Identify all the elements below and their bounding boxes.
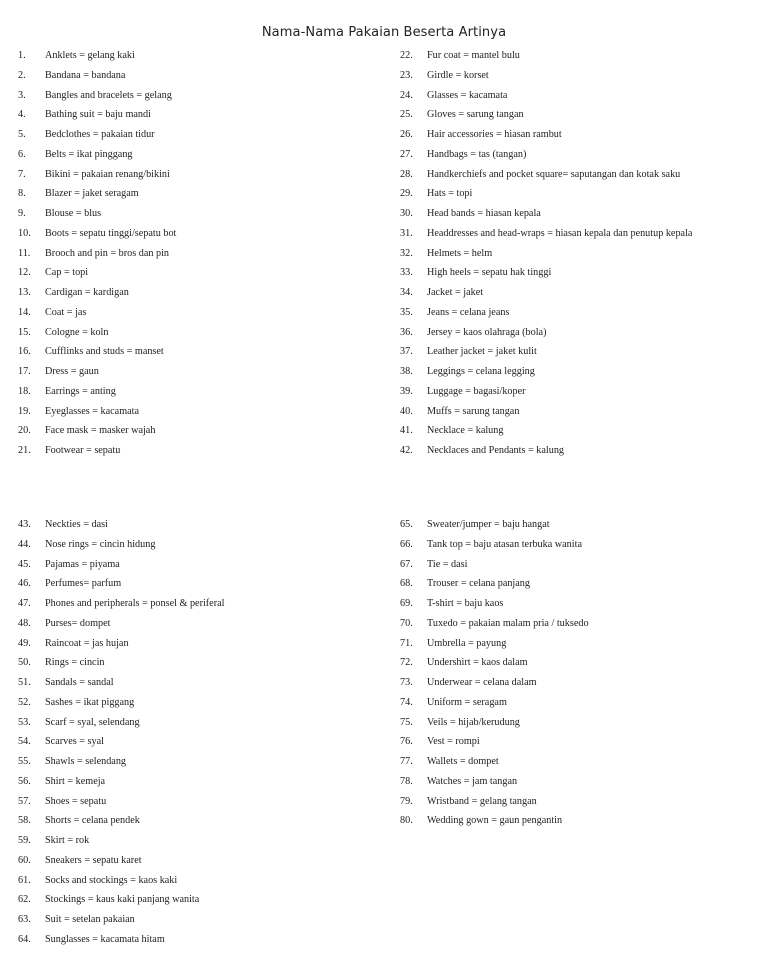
list-item (18, 634, 224, 654)
list-item (400, 732, 589, 752)
item-number: 22. (400, 50, 413, 61)
list-item (18, 66, 176, 86)
item-number: 76. (400, 736, 413, 748)
item-number: 78. (400, 775, 413, 787)
item-text: Helmets = helm (427, 247, 493, 259)
list-item (18, 535, 224, 555)
item-text: Eyeglasses = kacamata (45, 405, 139, 417)
item-number: 23. (400, 69, 413, 81)
list-item (400, 204, 692, 224)
item-text: Bandana = bandana (45, 69, 126, 81)
item-text: Handbags = tas (tangan) (427, 148, 527, 160)
item-text: Bikini = pakaian renang/bikini (45, 168, 170, 180)
list-item (18, 515, 224, 535)
list-item (18, 930, 224, 950)
item-number: 43. (18, 519, 31, 530)
item-number: 61. (18, 874, 31, 886)
item-number: 77. (400, 756, 413, 767)
item-number: 49. (18, 637, 31, 649)
item-number: 36. (400, 326, 413, 338)
item-number: 15. (18, 326, 31, 338)
item-number: 44. (18, 538, 31, 550)
item-text: Necklaces and Pendants = kalung (427, 445, 565, 456)
item-text: Shoes = sepatu (45, 795, 107, 807)
item-text: Anklets = gelang kaki (45, 50, 135, 61)
item-text: Glasses = kacamata (427, 89, 508, 101)
item-number: 17. (18, 366, 31, 377)
item-number: 34. (400, 287, 413, 298)
list-item (18, 653, 224, 673)
list-item (18, 323, 176, 343)
list-item (18, 732, 224, 752)
item-number: 67. (400, 558, 413, 570)
list-item (400, 792, 589, 812)
list-item (400, 283, 692, 303)
item-number: 11. (18, 247, 31, 259)
list-item (18, 402, 176, 422)
list-item (400, 323, 692, 343)
item-number: 29. (400, 188, 413, 200)
item-text: Wristband = gelang tangan (427, 795, 537, 807)
item-text: Boots = sepatu tinggi/sepatu bot (45, 227, 177, 239)
list-item (400, 303, 692, 323)
list-item (18, 890, 224, 910)
list-item (18, 303, 176, 323)
list-item (400, 263, 692, 283)
list-item (18, 574, 224, 594)
list-item (18, 105, 176, 125)
item-text: T-shirt = baju kaos (427, 598, 504, 609)
list-item (18, 165, 176, 185)
list-item (18, 871, 224, 891)
list-item (18, 713, 224, 733)
list-item (18, 184, 176, 204)
item-text: Face mask = masker wajah (45, 425, 156, 437)
item-number: 16. (18, 346, 31, 358)
list-item (400, 244, 692, 264)
list-item (18, 125, 176, 145)
list-item (400, 441, 692, 461)
list-item (400, 184, 692, 204)
item-text: Underwear = celana dalam (427, 677, 537, 688)
list-item (400, 515, 589, 535)
list-item (18, 594, 224, 614)
item-number: 80. (400, 815, 413, 827)
list-item (400, 772, 589, 792)
item-text: Pajamas = piyama (45, 558, 120, 570)
item-number: 2. (18, 69, 26, 81)
item-text: Trouser = celana panjang (427, 578, 530, 590)
list-item (18, 831, 224, 851)
item-number: 40. (400, 405, 413, 417)
list-item (400, 402, 692, 422)
item-number: 64. (18, 933, 31, 945)
item-number: 62. (18, 894, 31, 906)
item-text: Earrings = anting (45, 385, 116, 397)
item-number: 54. (18, 736, 31, 748)
list-item (18, 752, 224, 772)
list-item (400, 66, 692, 86)
item-text: Phones and peripherals = ponsel & periferal (45, 598, 225, 609)
item-number: 42. (400, 445, 413, 456)
item-number: 26. (400, 129, 413, 140)
item-text: Purses= dompet (45, 617, 111, 629)
item-number: 57. (18, 795, 31, 807)
item-number: 33. (400, 267, 413, 279)
item-text: Uniform = seragam (427, 696, 507, 708)
item-number: 3. (18, 89, 26, 101)
list-item (18, 204, 176, 224)
item-number: 60. (18, 854, 31, 866)
list-item (18, 362, 176, 382)
item-number: 74. (400, 696, 413, 708)
item-text: Suit = setelan pakaian (45, 914, 135, 925)
item-text: Headdresses and head-wraps = hiasan kepala dan penutup kepala (427, 227, 693, 239)
list-items-65-80 (400, 515, 589, 831)
list-item (400, 614, 589, 634)
item-text: Socks and stockings = kaos kaki (45, 874, 178, 886)
item-number: 38. (400, 366, 413, 377)
list-item (400, 362, 692, 382)
item-number: 75. (400, 716, 413, 728)
item-text: Tie = dasi (427, 558, 468, 570)
list-item (18, 555, 224, 575)
item-text: Leather jacket = jaket kulit (427, 346, 537, 358)
item-text: Sweater/jumper = baju hangat (427, 519, 550, 530)
list-item (18, 244, 176, 264)
list-item (400, 653, 589, 673)
list-items-22-42 (400, 46, 692, 461)
item-number: 50. (18, 657, 31, 669)
item-number: 63. (18, 914, 31, 925)
item-text: Blouse = blus (45, 208, 102, 219)
list-item (400, 752, 589, 772)
list-items-1-21 (18, 46, 176, 461)
item-number: 73. (400, 677, 413, 688)
item-text: Wallets = dompet (427, 756, 499, 767)
list-item (18, 224, 176, 244)
list-item (400, 145, 692, 165)
list-item (400, 693, 589, 713)
list-item (18, 86, 176, 106)
list-item (400, 342, 692, 362)
item-text: Watches = jam tangan (427, 775, 518, 787)
list-item (400, 165, 692, 185)
item-number: 39. (400, 385, 413, 397)
item-number: 48. (18, 617, 31, 629)
item-number: 66. (400, 538, 413, 550)
list-item (400, 673, 589, 693)
list-item (400, 421, 692, 441)
list-item (18, 811, 224, 831)
item-text: Cologne = koln (45, 326, 109, 338)
item-number: 8. (18, 188, 26, 200)
item-text: Muffs = sarung tangan (427, 405, 520, 417)
list-item (18, 263, 176, 283)
item-number: 27. (400, 148, 413, 160)
item-text: Jersey = kaos olahraga (bola) (427, 326, 547, 338)
list-item (18, 382, 176, 402)
item-number: 24. (400, 89, 413, 101)
item-number: 72. (400, 657, 413, 669)
item-text: Jeans = celana jeans (427, 306, 510, 318)
item-number: 41. (400, 425, 413, 437)
item-text: Cap = topi (45, 267, 89, 279)
item-text: Belts = ikat pinggang (45, 148, 133, 160)
item-number: 37. (400, 346, 413, 358)
list-item (400, 46, 692, 66)
item-text: High heels = sepatu hak tinggi (427, 267, 552, 279)
item-text: Sunglasses = kacamata hitam (45, 933, 165, 945)
item-text: Shirt = kemeja (45, 775, 106, 787)
item-text: Skirt = rok (45, 835, 90, 846)
item-text: Sandals = sandal (45, 677, 114, 688)
item-number: 21. (18, 445, 31, 456)
item-text: Tuxedo = pakaian malam pria / tuksedo (427, 617, 589, 629)
item-number: 46. (18, 578, 31, 590)
item-text: Fur coat = mantel bulu (427, 50, 520, 61)
item-text: Luggage = bagasi/koper (427, 385, 526, 397)
list-item (18, 46, 176, 66)
item-text: Brooch and pin = bros dan pin (45, 247, 170, 259)
item-number: 65. (400, 519, 413, 530)
item-text: Gloves = sarung tangan (427, 109, 524, 121)
item-text: Neckties = dasi (45, 519, 108, 530)
item-number: 53. (18, 716, 31, 728)
item-text: Footwear = sepatu (45, 445, 121, 456)
item-number: 59. (18, 835, 31, 846)
item-number: 31. (400, 227, 413, 239)
item-number: 55. (18, 756, 31, 767)
item-text: Dress = gaun (45, 366, 99, 377)
item-number: 32. (400, 247, 413, 259)
item-text: Undershirt = kaos dalam (427, 657, 528, 669)
item-number: 28. (400, 168, 413, 180)
item-number: 58. (18, 815, 31, 827)
item-text: Necklace = kalung (427, 425, 504, 437)
item-number: 45. (18, 558, 31, 570)
item-text: Bedclothes = pakaian tidur (45, 129, 155, 140)
list-item (18, 772, 224, 792)
list-item (400, 224, 692, 244)
item-text: Raincoat = jas hujan (45, 637, 129, 649)
item-text: Girdle = korset (427, 69, 489, 81)
list-item (400, 125, 692, 145)
list-item (400, 811, 589, 831)
list-item (400, 713, 589, 733)
list-item (400, 382, 692, 402)
item-text: Perfumes= parfum (45, 578, 122, 590)
item-number: 18. (18, 385, 31, 397)
item-number: 51. (18, 677, 31, 688)
list-items-43-64 (18, 515, 224, 950)
item-text: Shorts = celana pendek (45, 815, 140, 827)
item-number: 47. (18, 598, 31, 609)
item-number: 14. (18, 306, 31, 318)
item-text: Hats = topi (427, 188, 473, 200)
item-number: 71. (400, 637, 413, 649)
list-item (18, 145, 176, 165)
item-number: 56. (18, 775, 31, 787)
item-number: 68. (400, 578, 413, 590)
list-item (400, 105, 692, 125)
list-item (18, 283, 176, 303)
item-text: Bangles and bracelets = gelang (45, 89, 172, 101)
item-number: 10. (18, 227, 31, 239)
item-text: Leggings = celana legging (427, 366, 535, 377)
item-number: 52. (18, 696, 31, 708)
list-item (400, 535, 589, 555)
item-text: Sashes = ikat piggang (45, 696, 135, 708)
item-number: 20. (18, 425, 31, 437)
item-number: 25. (400, 109, 413, 121)
item-text: Stockings = kaus kaki panjang wanita (45, 894, 200, 906)
item-number: 9. (18, 208, 26, 219)
item-text: Scarf = syal, selendang (45, 716, 140, 728)
list-item (18, 441, 176, 461)
item-number: 19. (18, 405, 31, 417)
list-item (400, 86, 692, 106)
item-text: Nose rings = cincin hidung (45, 538, 156, 550)
item-number: 12. (18, 267, 31, 279)
item-text: Vest = rompi (427, 736, 480, 748)
item-number: 6. (18, 148, 26, 160)
list-item (18, 614, 224, 634)
item-text: Hair accessories = hiasan rambut (427, 129, 562, 140)
list-item (18, 851, 224, 871)
item-number: 69. (400, 598, 413, 609)
item-text: Blazer = jaket seragam (45, 188, 139, 200)
item-number: 1. (18, 50, 26, 61)
item-number: 13. (18, 287, 31, 298)
item-text: Coat = jas (45, 306, 87, 318)
list-item (400, 555, 589, 575)
item-number: 35. (400, 306, 413, 318)
item-number: 4. (18, 109, 26, 121)
list-item (400, 634, 589, 654)
list-item (400, 574, 589, 594)
item-number: 70. (400, 617, 413, 629)
list-item (400, 594, 589, 614)
item-number: 7. (18, 168, 26, 180)
list-item (18, 910, 224, 930)
item-text: Rings = cincin (45, 657, 105, 669)
item-text: Sneakers = sepatu karet (45, 854, 142, 866)
list-item (18, 421, 176, 441)
item-text: Wedding gown = gaun pengantin (427, 815, 563, 827)
item-text: Scarves = syal (45, 736, 104, 748)
item-text: Jacket = jaket (427, 287, 484, 298)
list-item (18, 342, 176, 362)
item-text: Umbrella = payung (427, 637, 507, 649)
item-text: Head bands = hiasan kepala (427, 208, 541, 219)
item-text: Shawls = selendang (45, 756, 127, 767)
item-text: Bathing suit = baju mandi (45, 109, 151, 121)
list-item (18, 792, 224, 812)
item-text: Handkerchiefs and pocket square= saputangan dan kotak saku (427, 168, 681, 180)
item-text: Veils = hijab/kerudung (427, 716, 520, 728)
item-number: 79. (400, 795, 413, 807)
item-text: Tank top = baju atasan terbuka wanita (427, 538, 582, 550)
list-item (18, 693, 224, 713)
list-item (18, 673, 224, 693)
item-number: 30. (400, 208, 413, 219)
item-text: Cardigan = kardigan (45, 287, 129, 298)
item-number: 5. (18, 129, 26, 140)
item-text: Cufflinks and studs = manset (45, 346, 164, 358)
page-title: Nama-Nama Pakaian Beserta Artinya (261, 25, 507, 40)
